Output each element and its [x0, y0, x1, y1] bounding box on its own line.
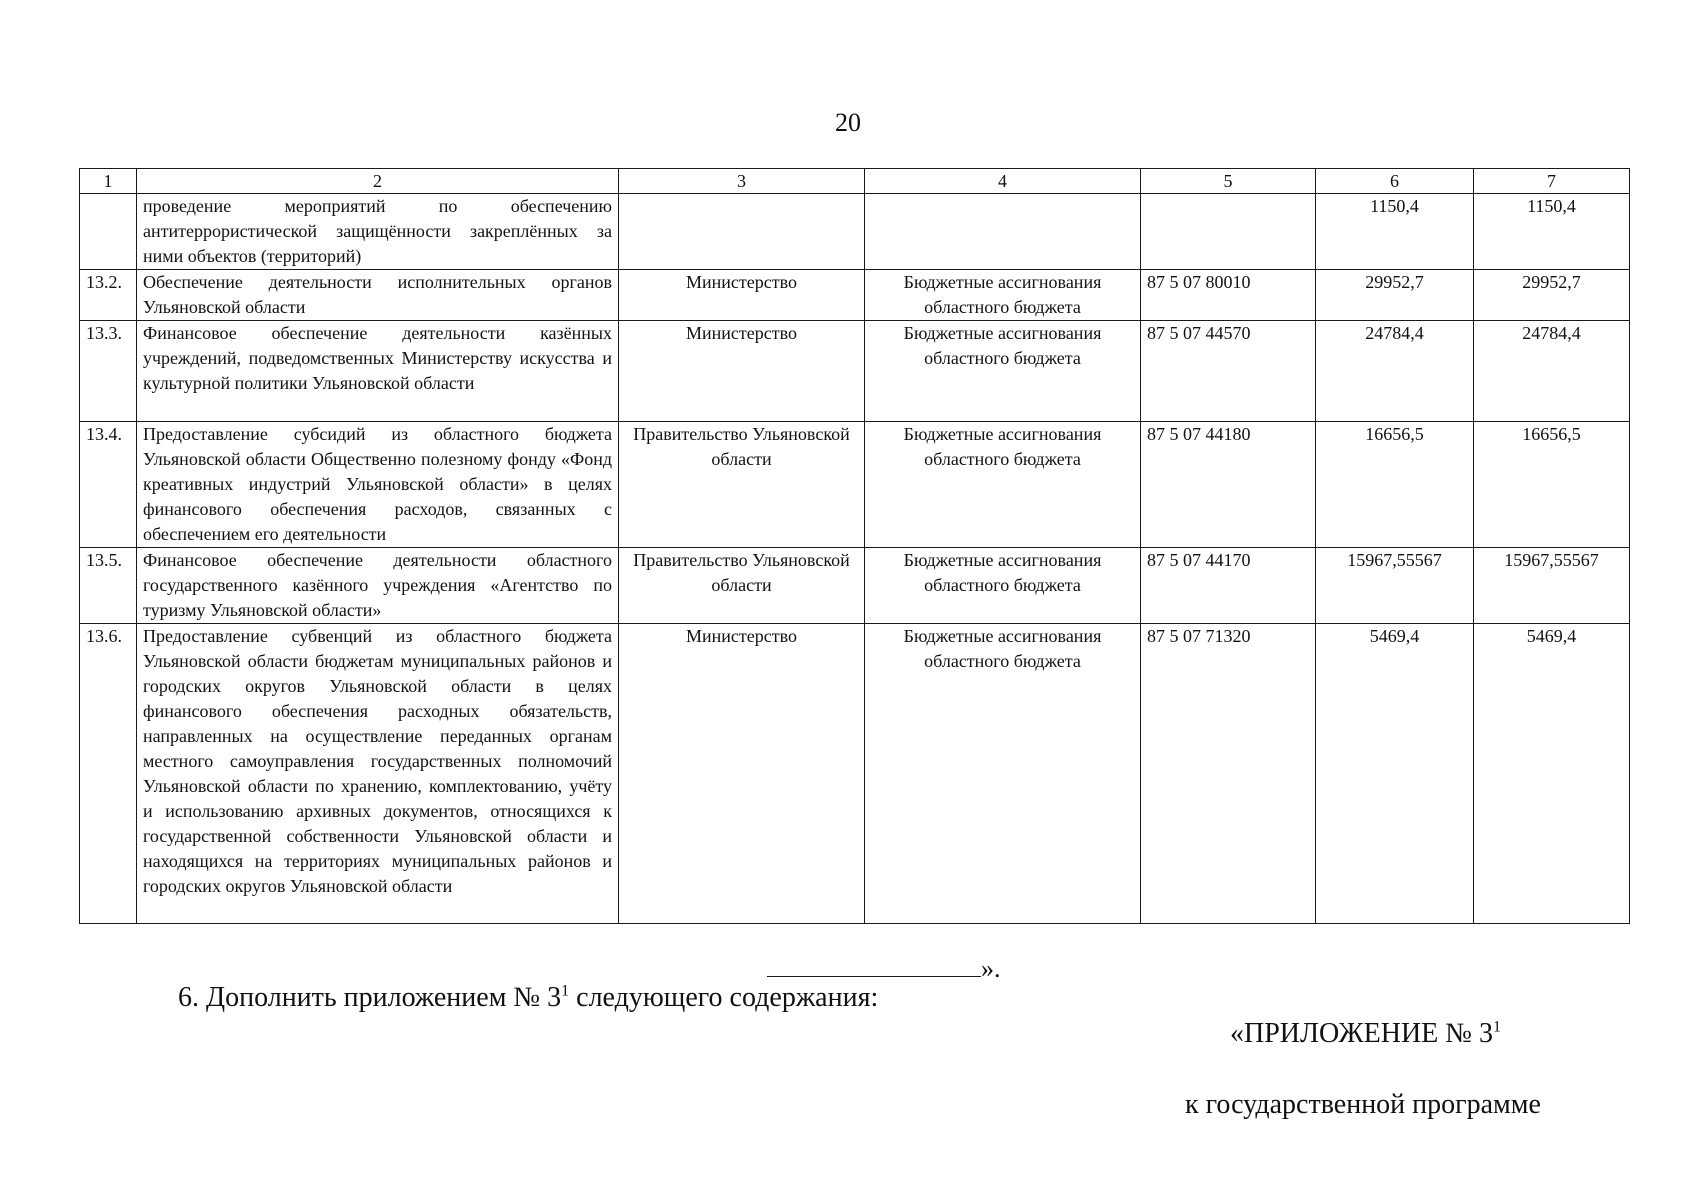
row-executor — [619, 194, 865, 270]
row-name: Финансовое обеспечение деятельности казённых учреждений, подведомственных Министерству искусства и культурной политики Ульяновской области — [137, 321, 619, 422]
row-name: Финансовое обеспечение деятельности областного государственного казённого учреждения «Агентство по туризму Ульяновской области» — [137, 548, 619, 624]
row-amount-col6: 24784,4 — [1316, 321, 1474, 422]
row-code: 87 5 07 44570 — [1141, 321, 1316, 422]
header-col-5: 5 — [1141, 169, 1316, 194]
header-col-7: 7 — [1474, 169, 1630, 194]
row-executor: Министерство — [619, 321, 865, 422]
row-source: Бюджетные ассигнования областного бюджета — [865, 422, 1141, 548]
row-amount-col7: 15967,55567 — [1474, 548, 1630, 624]
row-amount-col6: 1150,4 — [1316, 194, 1474, 270]
table-row — [80, 270, 1630, 321]
instruction-tail: следующего содержания: — [569, 982, 879, 1013]
table-row — [80, 422, 1630, 548]
header-col-2: 2 — [137, 169, 619, 194]
appendix-subtitle: к государственной программе — [1185, 1089, 1541, 1120]
row-code: 87 5 07 44180 — [1141, 422, 1316, 548]
instruction-superscript: 1 — [561, 982, 570, 1000]
row-number: 13.3. — [80, 321, 137, 422]
row-amount-col7: 16656,5 — [1474, 422, 1630, 548]
appendix-title-superscript: 1 — [1492, 1018, 1501, 1036]
row-number — [80, 194, 137, 270]
row-executor: Министерство — [619, 624, 865, 924]
row-name: Предоставление субвенций из областного бюджета Ульяновской области бюджетам муниципальных районов и городских округов Ульяновской области в целях финансового обеспечения расходных обязательств, направленных на осуществление переданных органам местного самоуправления государственных полномочий Ульяновской области по хранению, комплектованию, учёту и использованию архивных документов, относящихся к государственной собственности Ульяновской области и находящихся на территориях муниципальных районов и городских округов Ульяновской области — [137, 624, 619, 924]
closing-quote: ». — [981, 954, 1001, 983]
row-code: 87 5 07 71320 — [1141, 624, 1316, 924]
row-amount-col7: 1150,4 — [1474, 194, 1630, 270]
row-executor: Правительство Ульяновской области — [619, 422, 865, 548]
header-col-6: 6 — [1316, 169, 1474, 194]
row-amount-col7: 29952,7 — [1474, 270, 1630, 321]
table-header-row — [80, 169, 1630, 194]
row-source: Бюджетные ассигнования областного бюджета — [865, 270, 1141, 321]
row-amount-col6: 29952,7 — [1316, 270, 1474, 321]
row-number: 13.5. — [80, 548, 137, 624]
header-col-4: 4 — [865, 169, 1141, 194]
row-number: 13.2. — [80, 270, 137, 321]
row-amount-col7: 5469,4 — [1474, 624, 1630, 924]
row-source: Бюджетные ассигнования областного бюджета — [865, 624, 1141, 924]
table-end-marker — [767, 954, 1001, 984]
row-name: Предоставление субсидий из областного бюджета Ульяновской области Общественно полезному фонду «Фонд креативных индустрий Ульяновской области» в целях финансового обеспечения расходов, связанных с обеспечением его деятельности — [137, 422, 619, 548]
page-number: 20 — [835, 108, 861, 137]
row-code: 87 5 07 44170 — [1141, 548, 1316, 624]
row-executor: Министерство — [619, 270, 865, 321]
instruction-text: 6. Дополнить приложением № 3 — [178, 982, 562, 1013]
row-amount-col6: 15967,55567 — [1316, 548, 1474, 624]
table-row — [80, 321, 1630, 422]
appendix-title — [1230, 1018, 1501, 1050]
table-row — [80, 624, 1630, 924]
end-underline — [767, 958, 981, 977]
row-code — [1141, 194, 1316, 270]
budget-table — [79, 168, 1630, 924]
table-row — [80, 548, 1630, 624]
row-amount-col6: 5469,4 — [1316, 624, 1474, 924]
row-name: Обеспечение деятельности исполнительных органов Ульяновской области — [137, 270, 619, 321]
row-amount-col6: 16656,5 — [1316, 422, 1474, 548]
table-row — [80, 194, 1630, 270]
row-number: 13.6. — [80, 624, 137, 924]
row-source — [865, 194, 1141, 270]
row-source: Бюджетные ассигнования областного бюджета — [865, 321, 1141, 422]
header-col-3: 3 — [619, 169, 865, 194]
row-executor: Правительство Ульяновской области — [619, 548, 865, 624]
row-source: Бюджетные ассигнования областного бюджета — [865, 548, 1141, 624]
amendment-instruction — [178, 982, 878, 1014]
row-code: 87 5 07 80010 — [1141, 270, 1316, 321]
row-number: 13.4. — [80, 422, 137, 548]
row-amount-col7: 24784,4 — [1474, 321, 1630, 422]
row-name: проведение мероприятий по обеспечению антитеррористической защищённости закреплённых за ними объектов (территорий) — [137, 194, 619, 270]
appendix-title-text: «ПРИЛОЖЕНИЕ № 3 — [1230, 1018, 1493, 1049]
header-col-1: 1 — [80, 169, 137, 194]
